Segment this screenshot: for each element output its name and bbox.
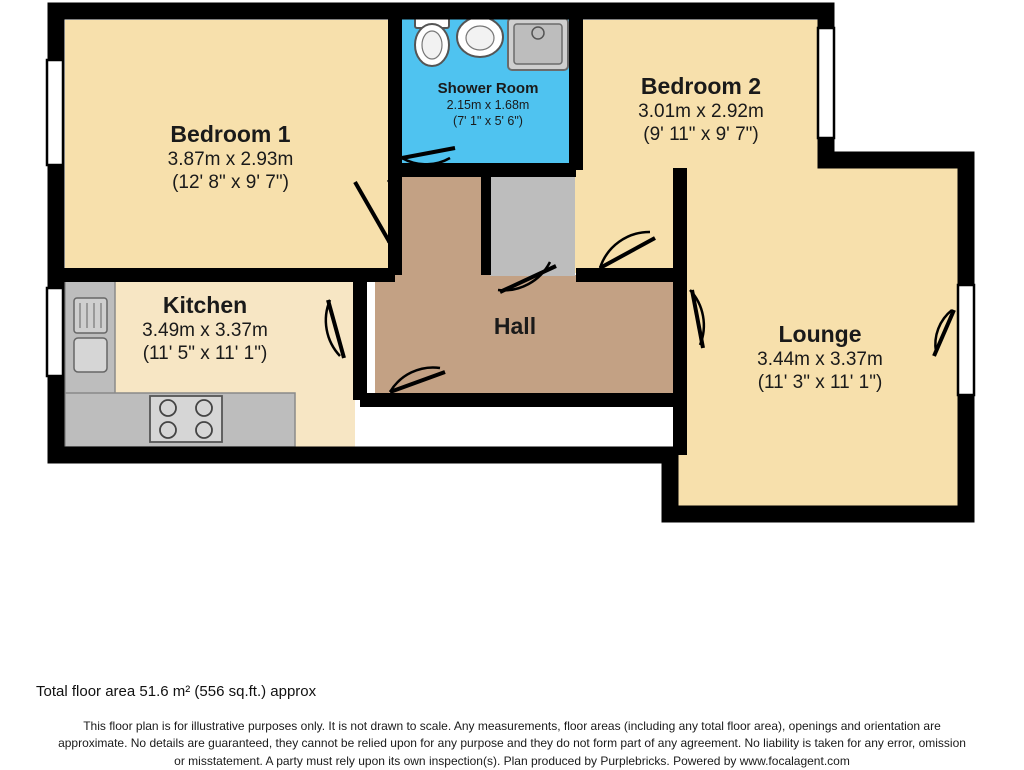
fixture-basin-inner — [466, 26, 494, 50]
room-dim-kitchen: 3.49m x 3.37m — [142, 320, 268, 342]
room-name-bedroom-1: Bedroom 1 — [170, 121, 291, 147]
window-lounge-right — [958, 285, 974, 395]
disclaimer-line-3: or misstatement. A party must rely upon its own inspection(s). Plan produced by Purplebricks. Powered by www.focalagent.com — [174, 753, 850, 768]
disclaimer-line-2: approximate. No details are guaranteed, they cannot be relied upon for any purpose and they do not form part of any agreement. No liability is taken for any error, omission — [58, 736, 966, 751]
fixture-kitchen-draining-board — [74, 298, 107, 333]
room-dim-imp-bedroom-2: (9' 11" x 9' 7") — [643, 124, 759, 146]
room-dim-imp-lounge: (11' 3" x 11' 1") — [757, 372, 883, 394]
room-dim-imp-shower-room: (7' 1" x 5' 6") — [453, 113, 523, 128]
room-dim-lounge: 3.44m x 3.37m — [757, 349, 883, 371]
fixture-toilet-seat — [422, 31, 442, 59]
fixture-cupboard — [490, 168, 575, 276]
room-fill-hall-upper — [398, 168, 490, 278]
fixture-kitchen-sink — [74, 338, 107, 372]
room-dim-bedroom-2: 3.01m x 2.92m — [638, 101, 764, 123]
room-dim-imp-kitchen: (11' 5" x 11' 1") — [142, 343, 268, 365]
room-fill-bedroom-1 — [65, 20, 395, 275]
fixture-shower-tray-inner — [514, 24, 562, 64]
room-dim-imp-bedroom-1: (12' 8" x 9' 7") — [172, 172, 289, 194]
total-floor-area-text: Total floor area 51.6 m² (556 sq.ft.) approx — [36, 683, 317, 700]
room-dim-shower-room: 2.15m x 1.68m — [446, 98, 530, 113]
room-name-shower-room: Shower Room — [437, 80, 539, 97]
disclaimer-text — [0, 718, 1024, 770]
room-dim-bedroom-1: 3.87m x 2.93m — [167, 149, 294, 171]
room-fill-lounge — [678, 168, 958, 506]
room-name-lounge: Lounge — [778, 321, 862, 347]
room-name-bedroom-2: Bedroom 2 — [640, 73, 762, 99]
window-bedroom-2-right — [818, 28, 834, 138]
room-name-kitchen: Kitchen — [162, 292, 248, 318]
window-kitchen-left — [47, 288, 63, 376]
disclaimer-line-1: This floor plan is for illustrative purposes only. It is not drawn to scale. Any measurements, floor areas (including any total floor area), openings and orientation are — [83, 719, 941, 733]
room-name-hall: Hall — [493, 313, 537, 339]
window-bedroom-1-left — [47, 60, 63, 165]
